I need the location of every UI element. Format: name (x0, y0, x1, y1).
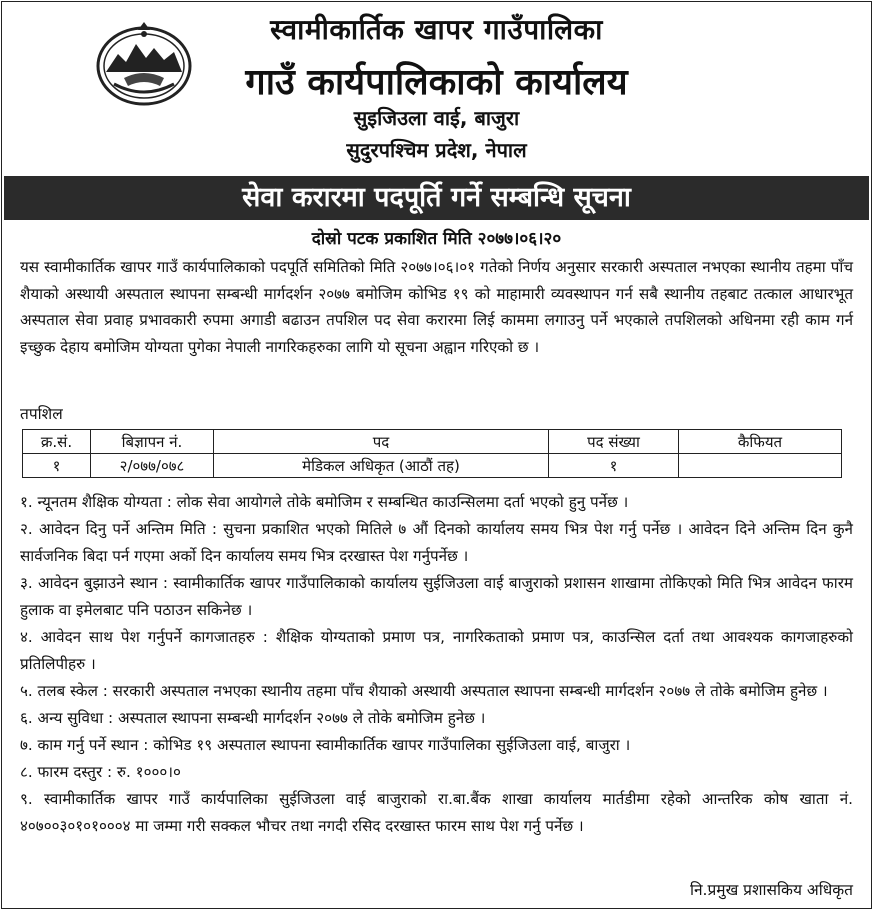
list-item: ८. फारम दस्तुर : रु. १०००।० (20, 763, 181, 781)
letterhead (2, 2, 871, 172)
signatory-title: नि.प्रमुख प्रशासकिय अधिकृत (689, 881, 853, 899)
col-count: पद संख्या (549, 430, 679, 454)
cell-count: १ (549, 454, 679, 478)
cell-serial: १ (23, 454, 91, 478)
list-item: ३. आवेदन बुझाउने स्थान : स्वामीकार्तिक खापर गाउँपालिकाको कार्यालय सुईजिउला वाई बाजुराको प्रशासन शाखामा तोकिएको मिति भित्र आवेदन फारम हुलाक वा इमेलबाट पनि पठाउन सकिनेछ । (20, 574, 853, 619)
office-name: गाउँ कार्यपालिकाको कार्यालय (245, 62, 628, 103)
col-ad-number: बिज्ञापन नं. (91, 430, 214, 454)
conditions-list (20, 489, 853, 840)
cell-remarks (679, 454, 842, 478)
cell-position: मेडिकल अधिकृत (आठौं तह) (214, 454, 549, 478)
office-address: सुइजिउला वाई, बाजुरा (353, 106, 520, 130)
col-serial: क्र.सं. (23, 430, 91, 454)
details-label: तपशिल (20, 405, 63, 423)
list-item: ७. काम गर्नु पर्ने स्थान : कोभिड १९ अस्पताल स्थापना स्वामीकार्तिक खापर गाउँपालिका सुईजिउला वाई, बाजुरा । (20, 736, 631, 754)
intro-paragraph: यस स्वामीकार्तिक खापर गाउँ कार्यपालिकाको पदपूर्ति समितिको मिति २०७७।०६।०१ गतेको निर्णय अनुसार सरकारी अस्पताल नभएका स्थानीय तहमा पाँच शैयाको अस्थायी अस्पताल स्थापना सम्बन्धी मार्गदर्शन २०७७ बमोजिम कोभिड १९ को माहामारी व्यवस्थापन गर्न सबै स्थानीय तहबाट तत्काल आधारभूत अस्पताल सेवा प्रवाह प्रभावकारी रुपमा अगाडी बढाउन तपशिल पद सेवा करारमा लिई काममा लगाउनु पर्ने भएकाले तपशिलको अधिनमा रही काम गर्न इच्छुक देहाय बमोजिम योग्यता पुगेका नेपाली नागरिकहरुका लागि यो सूचना अह्वान गरिएको छ । (20, 258, 853, 356)
col-remarks: कैफियत (679, 430, 842, 454)
vacancy-table (22, 429, 842, 478)
list-item: ५. तलब स्केल : सरकारी अस्पताल नभएका स्थानीय तहमा पाँच शैयाको अस्थायी अस्पताल स्थापना सम्बन्धी मार्गदर्शन २०७७ ले तोके बमोजिम हुनेछ । (20, 682, 828, 700)
table-row (23, 454, 842, 478)
table-header-row (23, 430, 842, 454)
publication-date: दोस्रो पटक प्रकाशित मिति २०७७।०६।२० (311, 229, 562, 249)
notice-page (1, 1, 872, 909)
notice-title-banner: सेवा करारमा पदपूर्ति गर्ने सम्बन्धि सूचना (4, 176, 869, 220)
cell-ad-number: २/०७७/०७८ (91, 454, 214, 478)
list-item: ९. स्वामीकार्तिक खापर गाउँ कार्यपालिका सुईजिउला वाई बाजुराको रा.बा.बैंक शाखा कार्यालय मार्तडीमा रहेको आन्तरिक कोष खाता नं. ४०७००३०१०१०००४ मा जम्मा गरी सक्कल भौचर तथा नगदी रसिद दरखास्त फारम साथ पेश गर्नु पर्नेछ । (20, 790, 853, 835)
col-position: पद (214, 430, 549, 454)
list-item: ४. आवेदन साथ पेश गर्नुपर्ने कागजातहरु : शैक्षिक योग्यताको प्रमाण पत्र, नागरिकताको प्रमाण पत्र, काउन्सिल दर्ता तथा आवश्यक कागजाहरुको प्रतिलिपीहरु । (20, 628, 853, 673)
municipality-name: स्वामीकार्तिक खापर गाउँपालिका (270, 13, 603, 46)
province-country: सुदुरपश्चिम प्रदेश, नेपाल (346, 138, 527, 162)
list-item: ६. अन्य सुविधा : अस्पताल स्थापना सम्बन्धी मार्गदर्शन २०७७ ले तोके बमोजिम हुनेछ । (20, 709, 486, 727)
list-item: १. न्यूनतम शैक्षिक योग्यता : लोक सेवा आयोगले तोके बमोजिम र सम्बन्धित काउन्सिलमा दर्ता भएको हुनु पर्नेछ । (20, 493, 629, 511)
list-item: २. आवेदन दिनु पर्ने अन्तिम मिति : सुचना प्रकाशित भएको मितिले ७ औं दिनको कार्यालय समय भित्र पेश गर्नु पर्नेछ । आवेदन दिने अन्तिम दिन कुनै सार्वजनिक बिदा पर्न गएमा अर्को दिन कार्यालय समय भित्र दरखास्त पेश गर्नुपर्नेछ । (20, 520, 853, 565)
